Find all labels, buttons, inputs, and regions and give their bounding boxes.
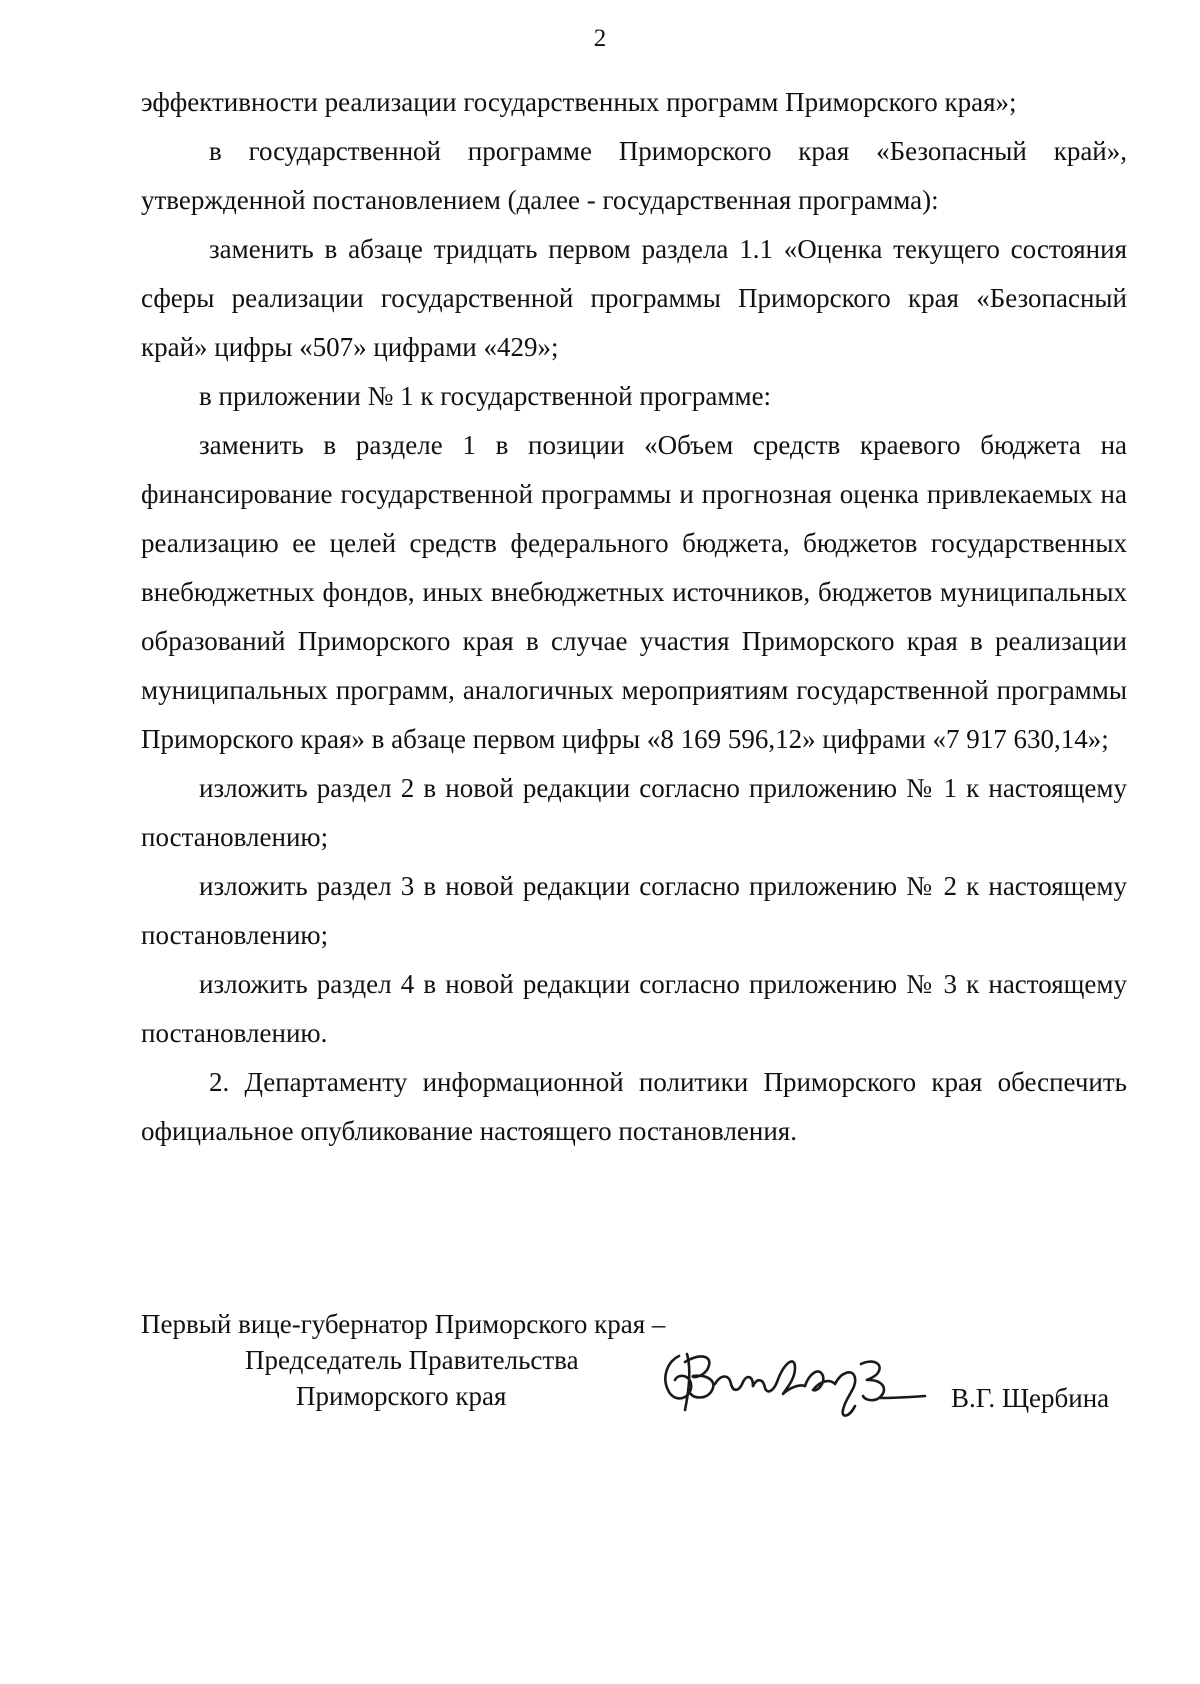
paragraph-4: в приложении № 1 к государственной программе:: [199, 381, 772, 411]
signatory-title-line-2: Председатель Правительства: [245, 1345, 579, 1375]
paragraph-8: изложить раздел 4 в новой редакции согласно приложению № 3 к настоящему постановлению.: [141, 969, 1127, 1048]
signature-block: [141, 1306, 1127, 1426]
document-body: [141, 78, 1127, 1156]
paragraph-7: изложить раздел 3 в новой редакции согласно приложению № 2 к настоящему постановлению;: [141, 871, 1127, 950]
paragraph-3: заменить в абзаце тридцать первом раздела 1.1 «Оценка текущего состояния сферы реализации государственной программы Приморского края «Безопасный край» цифры «507» цифрами «429»;: [141, 234, 1127, 362]
paragraph-5: заменить в разделе 1 в позиции «Объем средств краевого бюджета на финансирование государственной программы и прогнозная оценка привлекаемых на реализацию ее целей средств федерального бюджета, бюджетов государственных внебюджетных фондов, иных внебюджетных источников, бюджетов муниципальных образований Приморского края в случае участия Приморского края в реализации муниципальных программ, аналогичных мероприятиям государственной программы Приморского края» в абзаце первом цифры «8 169 596,12» цифрами «7 917 630,14»;: [141, 430, 1127, 754]
signatory-name: В.Г. Щербина: [951, 1383, 1110, 1413]
paragraph-2: в государственной программе Приморского края «Безопасный край», утвержденной постановлением (далее - государственная программа):: [141, 136, 1127, 215]
paragraph-1: эффективности реализации государственных программ Приморского края»;: [141, 87, 1017, 117]
page-number: 2: [593, 25, 607, 52]
signatory-title-line-3: Приморского края: [296, 1381, 507, 1411]
signatory-title-line-1: Первый вице-губернатор Приморского края –: [141, 1309, 666, 1339]
paragraph-9: 2. Департаменту информационной политики Приморского края обеспечить официальное опубликование настоящего постановления.: [141, 1067, 1127, 1146]
handwritten-signature-icon: [649, 1334, 929, 1424]
paragraph-6: изложить раздел 2 в новой редакции согласно приложению № 1 к настоящему постановлению;: [141, 773, 1127, 852]
